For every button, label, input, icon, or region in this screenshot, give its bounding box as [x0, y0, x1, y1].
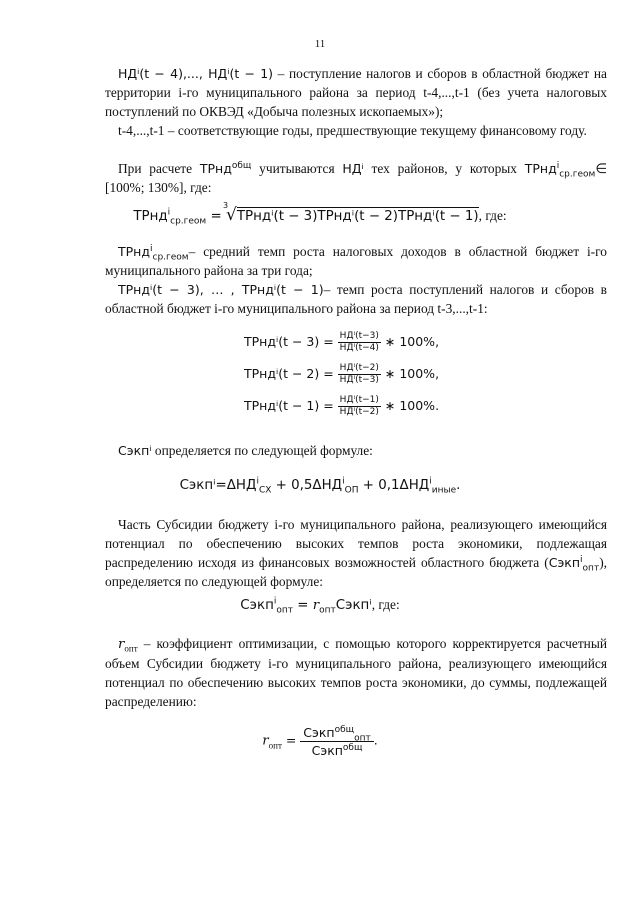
paragraph-calc-condition	[105, 159, 607, 197]
formula-rhs: ∗ 100%,	[380, 334, 440, 349]
term-sup: i	[556, 160, 560, 171]
denominator-base: Сэкп	[311, 743, 343, 758]
formula-sup: i	[256, 476, 259, 487]
paragraph-text: – поступление налогов и сборов в областной бюджет на территории i-го муниципального района за период t-4,...,t-1 (без учета налоговых поступлений по ОКВЭД «Добыча полезных ископаемых»);	[105, 66, 607, 119]
fraction-denominator: НДⁱ(t−3)	[339, 375, 379, 385]
term-sup: i	[150, 243, 153, 254]
formula-end: .	[373, 732, 378, 748]
formula-sub: иные	[431, 485, 457, 496]
formula-lhs: ТРндⁱ(t − 2) =	[244, 366, 338, 381]
numerator-sub: опт	[354, 733, 371, 744]
formula-sub: ОП	[344, 485, 359, 496]
formula-growth-row	[244, 395, 439, 418]
paragraph-avg-growth	[105, 242, 607, 280]
radicand: ТРндⁱ(t − 3)ТРндⁱ(t − 2)ТРндⁱ(t − 1)	[236, 209, 479, 224]
fraction	[338, 363, 381, 386]
formula-eq: =	[206, 209, 226, 224]
formula-sup: i	[429, 476, 432, 487]
paragraph-text: – темп роста поступлений налогов и сборов в областной бюджет i-го муниципального района за период t-3,...,t-1:	[105, 282, 607, 316]
term-sekp-opt	[548, 554, 600, 574]
term-sub: опт	[124, 643, 138, 654]
fraction-numerator: НДⁱ(t−3)	[339, 331, 379, 341]
cube-root	[222, 201, 479, 225]
fraction-numerator	[300, 724, 374, 742]
fraction-numerator: НДⁱ(t−1)	[339, 395, 379, 405]
formula-r-opt	[0, 724, 640, 759]
text-fragment: ), определяется по следующей формуле:	[105, 555, 607, 589]
formula-growth-row	[244, 363, 439, 386]
formula-part: + 0,5ΔНД	[271, 478, 343, 493]
formula-lhs: Сэкп	[240, 598, 274, 613]
formula-sub: опт	[276, 605, 293, 616]
formula-sup: i	[167, 207, 171, 218]
text-fragment: учитываются	[251, 161, 343, 176]
term-sup: i	[580, 554, 583, 565]
formula-sekp-opt	[0, 596, 640, 616]
numerator-sup: общ	[334, 724, 355, 735]
paragraph-years	[105, 121, 607, 140]
formula-rhs: ∗ 100%,	[380, 366, 440, 381]
formula-trnd-range: ТРндⁱ(t − 3), … , ТРндⁱ(t − 1)	[118, 282, 324, 297]
formula-sup: i	[273, 596, 277, 607]
term-sub: опт	[582, 563, 600, 574]
formula-sub: СХ	[258, 485, 272, 496]
formula-geometric-mean	[0, 201, 640, 227]
formula-growth-row	[244, 331, 439, 354]
paragraph-sekp-def	[105, 441, 607, 460]
formula-rhs: ∗ 100%.	[380, 398, 440, 413]
formula-tail: , где:	[478, 208, 507, 223]
term-sekp: Сэкпⁱ	[118, 443, 152, 458]
term-r: r	[118, 637, 125, 652]
formula-nd-range: НДⁱ(t − 4),..., НДⁱ(t − 1)	[118, 66, 274, 81]
term-base: Сэкп	[548, 555, 581, 570]
fraction-denominator	[300, 742, 374, 759]
term-trnd-geom	[524, 160, 596, 180]
numerator-base: Сэкп	[303, 725, 335, 740]
fraction-denominator: НДⁱ(t−2)	[339, 407, 379, 417]
term-base: ТРнд	[199, 161, 232, 176]
formula-eq: =	[292, 598, 313, 613]
term-nd: НДⁱ	[342, 161, 364, 176]
text-fragment: При расчете	[118, 161, 200, 176]
term-sup: общ	[231, 160, 252, 171]
formula-lhs: ТРнд	[133, 209, 168, 224]
formula-rhs: Сэкпⁱ	[335, 598, 372, 613]
formula-lhs: ТРндⁱ(t − 1) =	[244, 398, 338, 413]
term-base: ТРнд	[524, 161, 557, 176]
denominator-sup: общ	[342, 742, 363, 753]
term-base: ТРнд	[118, 244, 150, 259]
text-fragment: ∈ [100%; 130%], где:	[105, 161, 607, 195]
fraction-numerator: НДⁱ(t−2)	[339, 363, 379, 373]
term-sub: ср.геом	[152, 252, 189, 263]
term-sub: ср.геом	[559, 169, 596, 180]
formula-sekp	[0, 476, 640, 496]
fraction	[338, 331, 381, 354]
formula-tail: , где:	[371, 597, 400, 612]
paragraph-text: – средний темп роста налоговых доходов в областной бюджет i-го муниципального района за три года;	[105, 244, 607, 278]
formula-sub: опт	[319, 605, 336, 616]
formula-r: r	[262, 733, 269, 749]
paragraph-text: t-4,...,t-1 – соответствующие годы, предшествующие текущему финансовому году.	[118, 123, 587, 138]
formula-part: Сэкпⁱ=ΔНД	[179, 478, 257, 493]
formula-sup: i	[342, 476, 345, 487]
paragraph-text: определяется по следующей формуле:	[151, 443, 373, 458]
term-trnd-geom	[118, 243, 189, 263]
text-fragment: Часть Субсидии бюджету i-го муниципального района, реализующего имеющийся потенциал по обеспечению высоких темпов роста экономики, подлежащая распределению исходя из финансовых возможностей областного бюджета (	[105, 517, 607, 570]
paragraph-coefficient	[105, 634, 607, 711]
paragraph-tax-receipts	[105, 64, 607, 121]
fraction-denominator: НДⁱ(t−4)	[339, 343, 379, 353]
formula-sub: ср.геом	[170, 216, 207, 227]
fraction	[300, 724, 374, 759]
radical-sign: √	[225, 205, 237, 225]
paragraph-growth-rate	[105, 280, 607, 318]
paragraph-subsidy-part	[105, 515, 607, 591]
formula-part: + 0,1ΔНД	[358, 478, 430, 493]
formula-eq: =	[281, 732, 301, 748]
text-fragment: тех районов, у которых	[363, 161, 525, 176]
formula-r: r	[312, 598, 320, 613]
formula-lhs: ТРндⁱ(t − 3) =	[244, 334, 338, 349]
page-number: 11	[314, 38, 326, 50]
root-index: 3	[222, 201, 229, 210]
paragraph-text: – коэффициент оптимизации, с помощью которого корректируется расчетный объем Субсидии бюджету i-го муниципального района, реализующего имеющийся потенциал по обеспечению высоких темпов роста экономики, до суммы, подлежащей распределению:	[105, 636, 607, 709]
term-trnd-total	[200, 161, 252, 176]
fraction	[338, 395, 381, 418]
formula-end: .	[456, 478, 461, 493]
formula-sub: опт	[268, 740, 282, 751]
